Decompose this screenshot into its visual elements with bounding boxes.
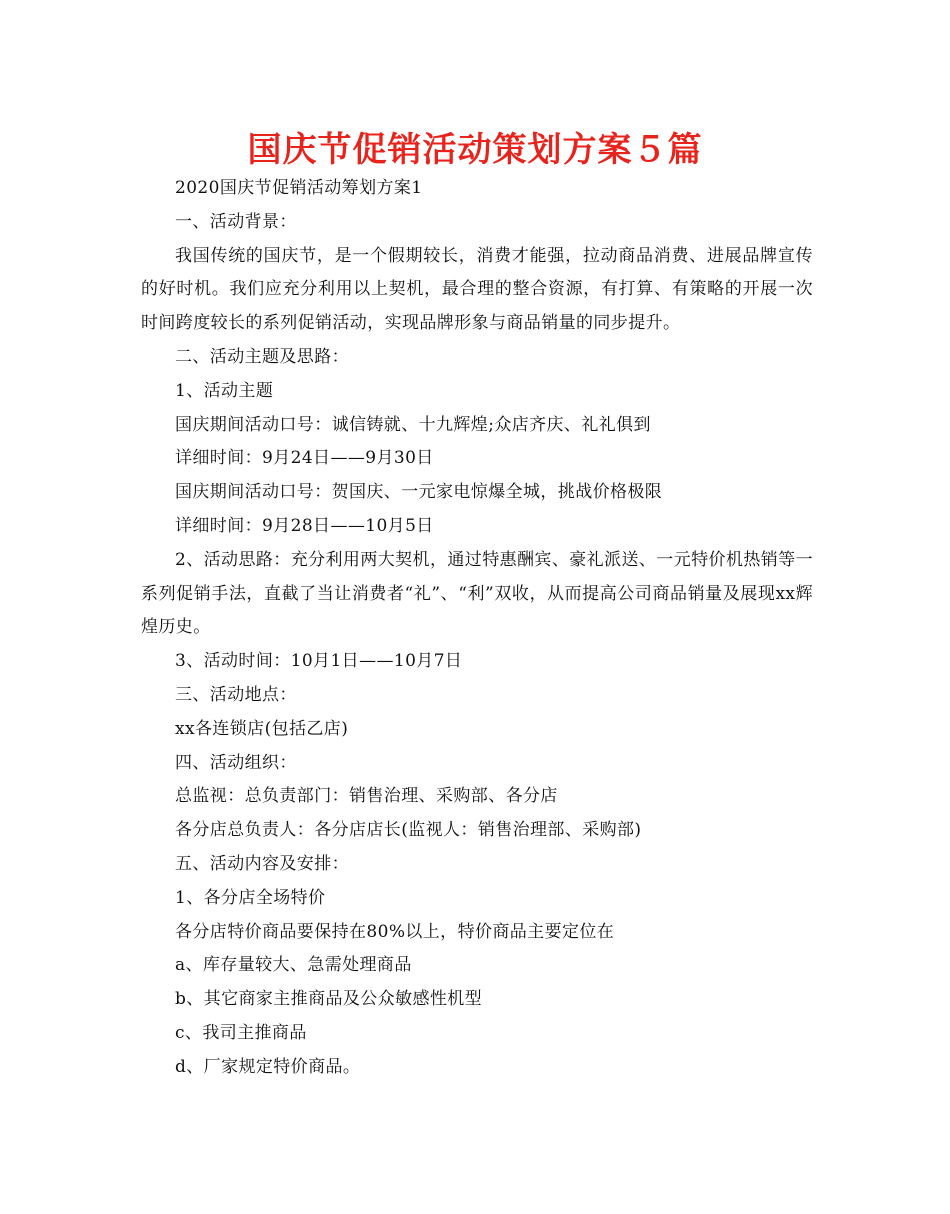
section-heading-organization: 四、活动组织： <box>175 752 297 773</box>
paragraph-store-lead: 各分店总负责人：各分店店长(监视人：销售治理部、采购部) <box>175 820 642 841</box>
paragraph-time-1: 详细时间：9月24日——9月30日 <box>175 448 434 469</box>
subheading-theme: 1、活动主题 <box>175 380 274 401</box>
list-item-a: a、库存量较大、急需处理商品 <box>175 955 412 976</box>
document-body <box>141 172 813 1085</box>
paragraph-approach: 2、活动思路：充分利用两大契机，通过特惠酬宾、豪礼派送、一元特价机热销等一系列促销手法，直截了当让消费者“礼”、“利”双收，从而提高公司商品销量及展现xx辉煌历史。 <box>141 549 813 638</box>
list-item-d: d、厂家规定特价商品。 <box>175 1056 361 1077</box>
section-heading-content: 五、活动内容及安排： <box>175 853 349 874</box>
section-heading-location: 三、活动地点： <box>175 684 297 705</box>
document-title: 国庆节促销活动策划方案５篇 <box>247 130 703 170</box>
paragraph-location: xx各连锁店(包括乙店) <box>175 718 349 739</box>
list-item-c: c、我司主推商品 <box>175 1022 307 1043</box>
paragraph-slogan-2: 国庆期间活动口号：贺国庆、一元家电惊爆全城，挑战价格极限 <box>175 482 663 503</box>
subheading-special-price: 1、各分店全场特价 <box>175 887 326 908</box>
paragraph-supervision: 总监视：总负责部门：销售治理、采购部、各分店 <box>175 786 558 807</box>
paragraph-subtitle: 2020国庆节促销活动筹划方案1 <box>175 178 423 198</box>
paragraph-activity-time: 3、活动时间：10月1日——10月7日 <box>175 651 463 672</box>
paragraph-time-2: 详细时间：9月28日——10月5日 <box>175 515 434 536</box>
paragraph-special-price: 各分店特价商品要保持在80%以上，特价商品主要定位在 <box>175 921 615 942</box>
section-heading-background: 一、活动背景： <box>175 211 297 232</box>
list-item-b: b、其它商家主推商品及公众敏感性机型 <box>175 989 483 1010</box>
paragraph-slogan-1: 国庆期间活动口号：诚信铸就、十九辉煌;众店齐庆、礼礼俱到 <box>175 414 651 435</box>
paragraph-background: 我国传统的国庆节，是一个假期较长，消费才能强，拉动商品消费、进展品牌宣传的好时机。我们应充分利用以上契机，最合理的整合资源，有打算、有策略的开展一次时间跨度较长的系列促销活动，实现品牌形象与商品销量的同步提升。 <box>141 245 813 334</box>
section-heading-theme: 二、活动主题及思路： <box>175 346 349 367</box>
